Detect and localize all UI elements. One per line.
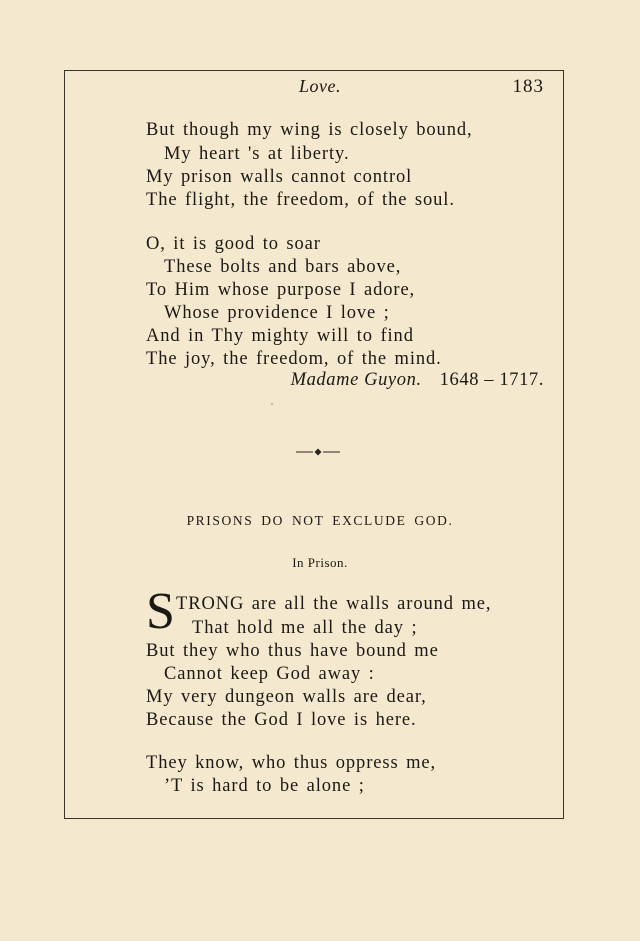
poem-line: They know, who thus oppress me, — [146, 753, 437, 773]
poem-line: To Him whose purpose I adore, — [146, 280, 416, 300]
poem-line: And in Thy mighty will to find — [146, 326, 414, 346]
poem-line: But though my wing is closely bound, — [146, 120, 473, 140]
poem-subtitle: In Prison. — [292, 555, 348, 570]
poem-line: Whose providence I love ; — [164, 303, 390, 323]
poem-line: The flight, the freedom, of the soul. — [146, 190, 455, 210]
page-number: 183 — [512, 76, 544, 97]
poem-line: Cannot keep God away : — [164, 664, 375, 684]
poem-line: The joy, the freedom, of the mind. — [146, 349, 442, 369]
paper-speck — [271, 403, 273, 405]
author-name: Madame Guyon. — [290, 370, 422, 390]
poem-line: ’T is hard to be alone ; — [164, 776, 365, 796]
poem-line: O, it is good to soar — [146, 234, 321, 254]
divider-ornament-icon — [296, 446, 340, 458]
poem-line: TRONG are all the walls around me, — [176, 594, 492, 614]
poem-line: Because the God I love is here. — [146, 710, 417, 730]
poem-line: My heart 's at liberty. — [164, 144, 350, 164]
running-title: Love. — [299, 76, 341, 96]
attribution — [291, 370, 544, 391]
drop-cap: S — [146, 583, 175, 640]
author-dates: 1648 – 1717. — [439, 370, 544, 390]
poem-heading: PRISONS DO NOT EXCLUDE GOD. — [186, 513, 454, 528]
poem-line: My very dungeon walls are dear, — [146, 687, 427, 707]
poem-line: My prison walls cannot control — [146, 167, 413, 187]
poem-line: But they who thus have bound me — [146, 641, 439, 661]
poem-line: That hold me all the day ; — [192, 618, 418, 638]
poem-line: These bolts and bars above, — [164, 257, 402, 277]
